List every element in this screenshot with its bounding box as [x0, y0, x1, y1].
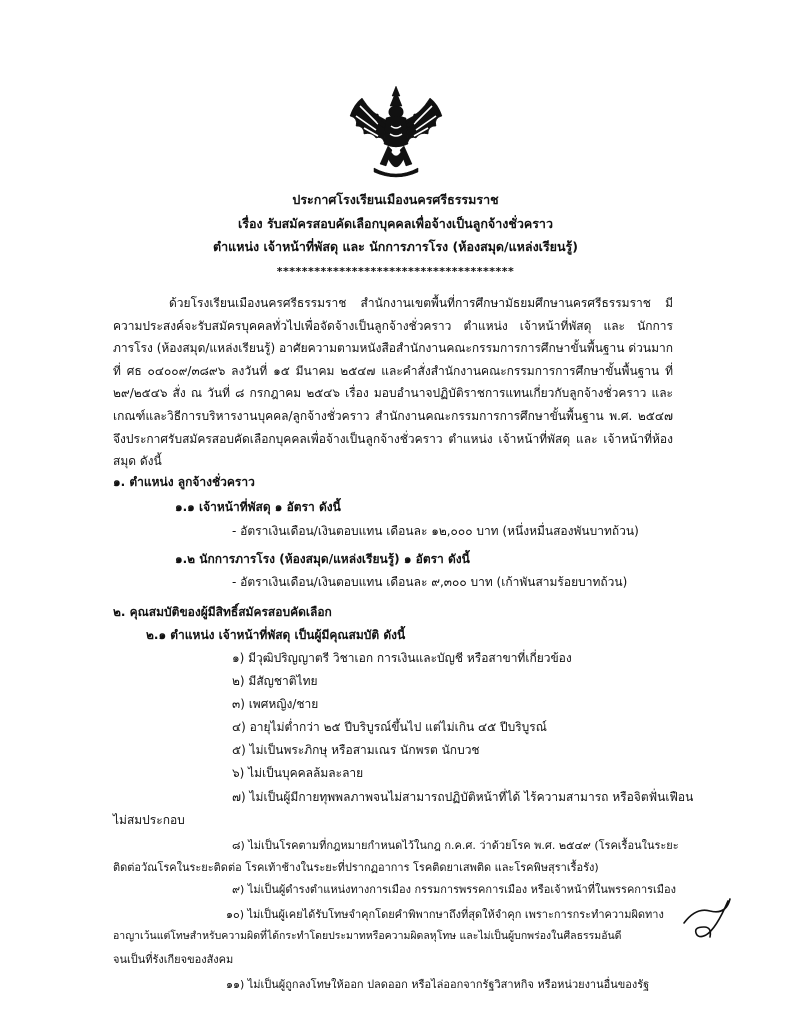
qualification-item-11: ๑๑) ไม่เป็นผู้ถูกลงโทษให้ออก ปลดออก หรือไล่ออกจากรัฐวิสาหกิจ หรือหน่วยงานอื่นของรัฐ — [226, 978, 650, 991]
qualification-item-10-line2: อาญาเว้นแต่โทษสำหรับความผิดที่ได้กระทำโดยประมาทหรือความผิดลหุโทษ และไม่เป็นผู้บกพร่องในศีลธรรมอันดี — [113, 930, 622, 942]
qualification-item: ๑) มีวุฒิปริญญาตรี วิชาเอก การเงินและบัญชี หรือสาขาที่เกี่ยวข้อง — [232, 651, 572, 665]
position2-salary: - อัตราเงินเดือน/เงินตอบแทน เดือนละ ๙,๓๐๐ บาท (เก้าพันสามร้อยบาทถ้วน) — [232, 575, 628, 589]
section1-heading: ๑. ตำแหน่ง ลูกจ้างชั่วคราว — [113, 475, 255, 489]
qualification-item-7-line1: ๗) ไม่เป็นผู้มีกายทุพพลภาพจนไม่สามารถปฏิบัติหน้าที่ได้ ไร้ความสามารถ หรือจิตฟั่นเฟือน — [232, 790, 694, 804]
qualification-item: ๔) อายุไม่ต่ำกว่า ๒๕ ปีบริบูรณ์ขึ้นไป แต่ไม่เกิน ๔๕ ปีบริบูรณ์ — [232, 720, 547, 734]
qualification-item: ๖) ไม่เป็นบุคคลล้มละลาย — [232, 766, 364, 780]
signature-icon — [676, 893, 734, 943]
announcement-subject: เรื่อง รับสมัครสอบคัดเลือกบุคคลเพื่อจ้างเป็นลูกจ้างชั่วคราว — [238, 216, 553, 231]
position1-heading: ๑.๑ เจ้าหน้าที่พัสดุ ๑ อัตรา ดังนี้ — [175, 500, 341, 514]
section2-subheading: ๒.๑ ตำแหน่ง เจ้าหน้าที่พัสดุ เป็นผู้มีคุณสมบัติ ดังนี้ — [146, 628, 406, 642]
intro-paragraph — [113, 292, 673, 473]
announcement-title: ประกาศโรงเรียนเมืองนครศรีธรรมราช — [292, 192, 499, 207]
qualification-item: ๒) มีสัญชาติไทย — [232, 674, 318, 688]
announcement-position: ตำแหน่ง เจ้าหน้าที่พัสดุ และ นักการภารโรง (ห้องสมุด/แหล่งเรียนรู้) — [213, 239, 578, 254]
intro-text: ด้วยโรงเรียนเมืองนครศรีธรรมราช สำนักงานเขตพื้นที่การศึกษามัธยมศึกษานครศรีธรรมราช มีความประสงค์จะรับสมัครบุคคลทั่วไปเพื่อจัดจ้างเป็นลูกจ้างชั่วคราว ตำแหน่ง เจ้าหน้าที่พัสดุ และ นักการภารโรง (ห้องสมุด/แหล่งเรียนรู้) อาศัยความตามหนังสือสำนักงานคณะกรรมการการศึกษาขั้นพื้นฐาน ด่วนมาก ที่ ศธ ๐๔๐๐๙/๓๘๙๖ ลงวันที่ ๑๕ มีนาคม ๒๕๔๗ และคำสั่งสำนักงานคณะกรรมการการศึกษาขั้นพื้นฐาน ที่ ๒๙/๒๕๔๖ สั่ง ณ วันที่ ๘ กรกฎาคม ๒๕๔๖ เรื่อง มอบอำนาจปฏิบัติราชการแทนเกี่ยวกับลูกจ้างชั่วคราว และเกณฑ์และวิธีการบริหารงานบุคคล/ลูกจ้างชั่วคราว สำนักงานคณะกรรมการการศึกษาขั้นพื้นฐาน พ.ศ. ๒๕๔๗ จึงประกาศรับสมัครสอบคัดเลือกบุคคลเพื่อจ้างเป็นลูกจ้างชั่วคราว ตำแหน่ง เจ้าหน้าที่พัสดุ และ เจ้าหน้าที่ห้องสมุด ดังนี้ — [113, 296, 673, 469]
qualification-item-10-line3: จนเป็นที่รังเกียจของสังคม — [113, 953, 234, 966]
qualification-item-7-line2: ไม่สมประกอบ — [113, 813, 185, 827]
qualification-item-9: ๙) ไม่เป็นผู้ดำรงตำแหน่งทางการเมือง กรรมการพรรคการเมือง หรือเจ้าหน้าที่ในพรรคการเมือง — [232, 883, 677, 896]
garuda-emblem-icon — [344, 84, 448, 180]
qualification-item-8-line2: ติดต่อวัณโรคในระยะติดต่อ โรคเท้าช้างในระยะที่ปรากฏอาการ โรคติดยาเสพติด และโรคพิษสุราเรื้อรัง) — [113, 861, 599, 874]
section2-heading: ๒. คุณสมบัติของผู้มีสิทธิ์สมัครสอบคัดเลือก — [113, 605, 332, 619]
qualification-item: ๓) เพศหญิง/ชาย — [232, 697, 319, 711]
qualification-item-10-line1: ๑๐) ไม่เป็นผู้เคยได้รับโทษจำคุกโดยคำพิพากษาถึงที่สุดให้จำคุก เพราะการกระทำความผิดทาง — [226, 908, 664, 921]
position1-salary: - อัตราเงินเดือน/เงินตอบแทน เดือนละ ๑๒,๐๐๐ บาท (หนึ่งหมื่นสองพันบาทถ้วน) — [232, 524, 639, 538]
qualification-item-8-line1: ๘) ไม่เป็นโรคตามที่กฎหมายกำหนดไว้ในกฎ ก.ค.ศ. ว่าด้วยโรค พ.ศ. ๒๕๔๙ (โรคเรื้อนในระยะ — [232, 839, 679, 852]
position2-heading: ๑.๒ นักการภารโรง (ห้องสมุด/แหล่งเรียนรู้) ๑ อัตรา ดังนี้ — [175, 552, 470, 566]
separator-line: ************************************** — [276, 265, 515, 278]
qualification-item: ๕) ไม่เป็นพระภิกษุ หรือสามเณร นักพรต นักบวช — [232, 743, 480, 757]
